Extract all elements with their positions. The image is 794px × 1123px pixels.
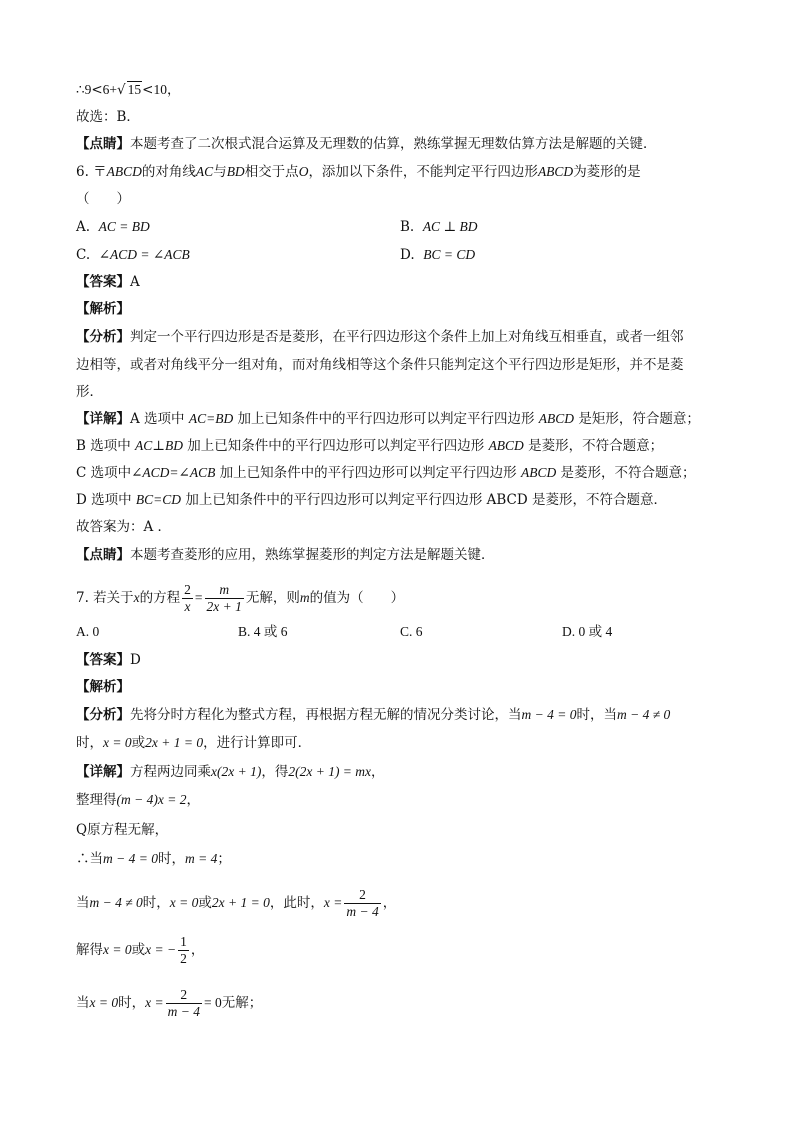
- choice-line: 故选：B．: [76, 109, 140, 125]
- math-ac: AC: [195, 164, 214, 179]
- option-label: B.: [400, 219, 415, 235]
- math: x = 0: [103, 735, 132, 750]
- therefore-symbol: ∴: [76, 82, 85, 98]
- value-10: 10: [153, 82, 167, 97]
- answer-value: A: [130, 274, 140, 290]
- radicand: 15: [127, 82, 142, 97]
- remark-text: 本题考查了二次根式混合运算及无理数的估算，熟练掌握无理数估算方法是解题的关键．: [130, 136, 657, 152]
- question-7-stem: [76, 582, 734, 615]
- sqrt-symbol: √: [117, 82, 126, 98]
- option-label: A.: [76, 219, 91, 235]
- text: ；: [217, 851, 231, 867]
- math-bd: BD: [226, 164, 245, 179]
- option-6b: [400, 217, 478, 237]
- text: 时，: [157, 851, 185, 867]
- question-6-paren: （ ）: [76, 191, 130, 207]
- text: 是菱形，不符合题意；: [523, 438, 664, 454]
- denominator: x: [184, 599, 191, 614]
- analysis-heading-7: 【解析】: [76, 679, 130, 695]
- detail-6-line-2: [76, 436, 734, 456]
- remark-tag: 【点睛】: [76, 136, 130, 152]
- answer-7: [76, 650, 734, 670]
- question-6-number: 6.: [76, 164, 94, 180]
- math: AC⊥BD: [135, 438, 183, 453]
- text: 解得: [76, 942, 103, 958]
- math-abcd: ABCD: [538, 411, 575, 426]
- math: m − 4 = 0: [103, 851, 158, 866]
- text: 无解；: [221, 995, 263, 1011]
- answer-tag: 【答案】: [76, 652, 130, 668]
- detail-7-line-5: [76, 887, 734, 920]
- text: 先将分时方程化为整式方程，再根据方程无解的情况分类讨论，当: [130, 707, 522, 723]
- math: x(2x + 1): [211, 764, 262, 779]
- math: x =: [145, 995, 164, 1010]
- math-abcd: ABCD: [488, 438, 524, 453]
- text: 方程两边同乘: [130, 764, 211, 780]
- text: 时，: [76, 735, 103, 751]
- option-label: D.: [400, 247, 415, 263]
- text: B 选项中: [76, 438, 136, 454]
- math: x = −: [145, 942, 177, 957]
- text: ，进行计算即可．: [203, 735, 312, 751]
- fraction-2-over-m-4: [344, 887, 380, 920]
- option-text: AC ⊥ BD: [422, 219, 478, 234]
- answer-6: [76, 272, 734, 292]
- math-o: O: [298, 164, 309, 179]
- math: 2x + 1 = 0: [145, 735, 204, 750]
- option-6d: [400, 245, 475, 265]
- detail-7-line-7: [76, 987, 734, 1020]
- text: D 选项中: [76, 492, 136, 508]
- math-x: x: [133, 590, 140, 605]
- analysis-tag: 【分析】: [76, 707, 130, 723]
- option-7a: A. 0: [76, 624, 100, 639]
- analysis-6-line-1: [76, 327, 734, 347]
- text: 当: [76, 895, 90, 911]
- text: 加上已知条件中的平行四边形可以判定平行四边形: [233, 411, 539, 427]
- text: 的值为（ ）: [309, 590, 405, 606]
- denominator: m − 4: [167, 1004, 200, 1019]
- math-m: m: [299, 590, 310, 605]
- analysis-7-line-1: [76, 705, 734, 725]
- comma: ，: [166, 82, 181, 98]
- text: ，此时，: [269, 895, 324, 911]
- analysis-7-line-2: [76, 733, 734, 753]
- analysis-heading-6: 【解析】: [76, 301, 130, 317]
- detail-6-line-3: [76, 463, 734, 483]
- detail-7-line-3: Q原方程无解，: [76, 822, 169, 838]
- detail-7-line-1: [76, 762, 734, 782]
- text: 当: [76, 995, 90, 1011]
- remark-line-q6: [76, 545, 734, 565]
- numerator: 2: [184, 582, 191, 597]
- option-label: C.: [76, 247, 91, 263]
- text: 无解，则: [245, 590, 300, 606]
- numerator: 1: [180, 934, 187, 949]
- analysis-6-line-2: 边相等，或者对角线平分一组对角，而对角线相等这个条件只能判定这个平行四边形是矩形，并不是菱: [76, 357, 684, 373]
- numerator: 2: [344, 887, 380, 904]
- detail-6-line-4: [76, 490, 734, 510]
- text: ，: [186, 792, 200, 808]
- math: BC=CD: [135, 492, 182, 507]
- math: 2(2x + 1) = mx: [288, 764, 372, 779]
- text: ，: [190, 942, 205, 958]
- math-abcd: ABCD: [520, 465, 557, 480]
- math: m − 4 ≠ 0: [89, 895, 143, 910]
- less-than-2: <: [142, 82, 154, 98]
- text: 时，: [118, 995, 146, 1011]
- text: 为菱形的是: [573, 164, 641, 180]
- denominator: m − 4: [346, 904, 379, 919]
- option-7d: D. 0 或 4: [562, 624, 613, 639]
- fraction-1-over-2: [178, 934, 189, 967]
- text: 与: [213, 164, 227, 180]
- text: 相交于点: [244, 164, 299, 180]
- equals: =: [194, 590, 203, 605]
- estimate-inequality-line: [76, 80, 734, 100]
- fraction-m-over-2x1: [205, 582, 244, 615]
- remark-tag: 【点睛】: [76, 547, 130, 563]
- fraction-2-over-m-4: [166, 987, 202, 1020]
- remark-text: 本题考查菱形的应用，熟练掌握菱形的判定方法是解题关键．: [130, 547, 495, 563]
- text: 或: [131, 942, 146, 958]
- text: ，: [371, 764, 385, 780]
- math: m = 4: [184, 851, 218, 866]
- text: ，: [382, 895, 397, 911]
- answer-value: D: [130, 652, 141, 668]
- math: x = 0: [103, 942, 132, 957]
- text: 时，: [142, 895, 170, 911]
- text: 加上已知条件中的平行四边形可以判定平行四边形 ABCD 是菱形，不符合题意．: [181, 492, 667, 508]
- answer-tag: 【答案】: [76, 274, 130, 290]
- option-text: BC = CD: [423, 247, 476, 262]
- detail-6-line-1: [76, 409, 734, 429]
- text: ，得: [261, 764, 289, 780]
- option-6c: [76, 245, 190, 265]
- math: 2x + 1 = 0: [211, 895, 270, 910]
- math: m − 4 ≠ 0: [616, 707, 671, 722]
- option-text: ∠ACD = ∠ACB: [98, 247, 190, 262]
- math: m − 4 = 0: [521, 707, 577, 722]
- text: 加上已知条件中的平行四边形可以判定平行四边形: [215, 465, 521, 481]
- math: (m − 4)x = 2: [116, 792, 187, 807]
- numerator: m: [205, 582, 244, 599]
- text: 是矩形，符合题意；: [574, 411, 700, 427]
- detail-7-line-4: [76, 849, 734, 869]
- text: C 选项中: [76, 465, 132, 481]
- value-6-plus: 6+: [102, 82, 118, 97]
- less-than: <: [91, 82, 103, 98]
- detail-tag: 【详解】: [76, 764, 130, 780]
- question-6-stem: [76, 162, 734, 182]
- denominator: 2: [180, 951, 187, 966]
- detail-7-line-2: [76, 790, 734, 810]
- detail-6-line-5: 故答案为：A ．: [76, 519, 172, 535]
- math-abcd: ABCD: [537, 164, 574, 179]
- option-7c: C. 6: [400, 624, 423, 639]
- analysis-tag: 【分析】: [76, 329, 130, 345]
- detail-tag: 【详解】: [76, 411, 130, 427]
- math: x = 0: [89, 995, 119, 1010]
- parallelogram-symbol: 〒: [93, 164, 107, 180]
- text: ∴当: [76, 851, 103, 867]
- math: ∠ACD=∠ACB: [131, 465, 216, 480]
- detail-7-line-6: [76, 934, 734, 967]
- text: 加上已知条件中的平行四边形可以判定平行四边形: [182, 438, 489, 454]
- text: 的对角线: [141, 164, 196, 180]
- denominator: 2x + 1: [206, 599, 242, 614]
- text: 整理得: [76, 792, 117, 808]
- math-abcd: ABCD: [106, 164, 142, 179]
- value-9: 9: [84, 82, 92, 97]
- math: AC=BD: [188, 411, 234, 426]
- text: 或: [198, 895, 212, 911]
- text: A 选项中: [130, 411, 189, 427]
- option-7b: B. 4 或 6: [238, 624, 288, 639]
- analysis-6-line-3: 形．: [76, 384, 103, 400]
- numerator: 2: [166, 987, 202, 1004]
- math: x = 0: [169, 895, 199, 910]
- remark-line-q5: [76, 134, 734, 154]
- text: 若关于: [93, 590, 134, 606]
- text: 的方程: [139, 590, 181, 606]
- option-6a: [76, 217, 150, 237]
- analysis-text: 判定一个平行四边形是否是菱形，在平行四边形这个条件上加上对角线互相垂直，或者一组邻: [130, 329, 684, 345]
- text: 时，当: [576, 707, 617, 723]
- math: x =: [323, 895, 343, 910]
- question-7-number: 7.: [76, 590, 94, 606]
- fraction-2-over-x: [182, 582, 193, 615]
- text: ，添加以下条件，不能判定平行四边形: [308, 164, 538, 180]
- text: 是菱形，不符合题意；: [556, 465, 696, 481]
- text: 或: [131, 735, 146, 751]
- math: = 0: [203, 995, 222, 1010]
- option-text: AC = BD: [98, 219, 150, 234]
